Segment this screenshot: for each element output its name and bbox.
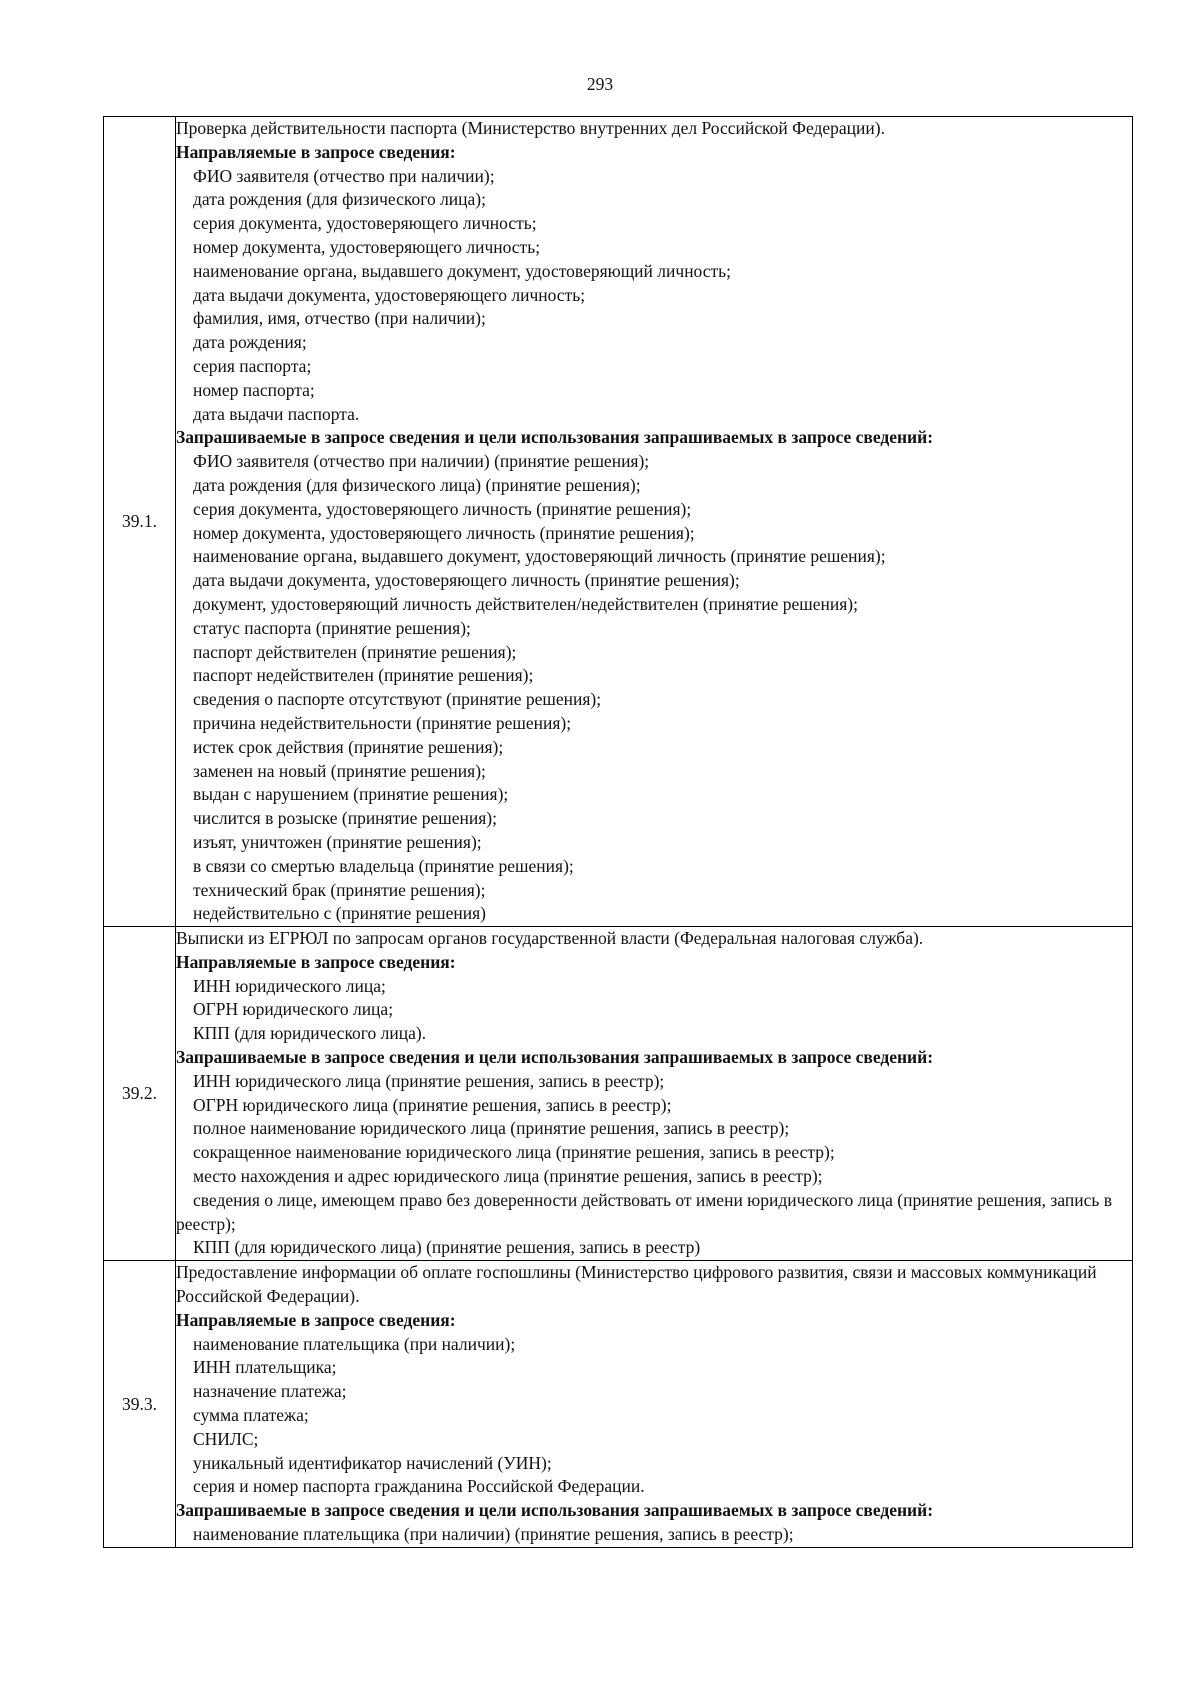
list-item: серия документа, удостоверяющего личность;: [193, 213, 537, 234]
list-item: КПП (для юридического лица).: [193, 1023, 427, 1044]
list-item: серия документа, удостоверяющего личность (принятие решения);: [193, 498, 692, 519]
list-item: дата выдачи паспорта.: [193, 403, 360, 424]
section-heading: Направляемые в запросе сведения:: [176, 951, 456, 972]
list-item: наименование плательщика (при наличии) (принятие решения, запись в реестр);: [193, 1524, 794, 1545]
list-item: ОГРН юридического лица;: [193, 999, 394, 1020]
list-item: ИНН плательщика;: [193, 1357, 337, 1378]
list-item: статус паспорта (принятие решения);: [193, 617, 471, 638]
list-item: ОГРН юридического лица (принятие решения, запись в реестр);: [193, 1094, 672, 1115]
list-item: паспорт действителен (принятие решения);: [193, 641, 517, 662]
list-item: в связи со смертью владельца (принятие решения);: [193, 855, 574, 876]
list-item: СНИЛС;: [193, 1428, 259, 1449]
list-item: выдан с нарушением (принятие решения);: [193, 784, 509, 805]
list-item: номер документа, удостоверяющего личность (принятие решения);: [193, 522, 695, 543]
list-item: дата рождения;: [193, 332, 307, 353]
table-row: [104, 117, 1133, 927]
list-item: сумма платежа;: [193, 1405, 309, 1426]
row-number: 39.2.: [104, 927, 176, 1261]
table-body: [104, 117, 1133, 1548]
services-table: [103, 116, 1133, 1548]
list-item: документ, удостоверяющий личность действителен/недействителен (принятие решения);: [193, 593, 858, 614]
list-item: паспорт недействителен (принятие решения);: [193, 665, 534, 686]
row-content: [176, 1261, 1133, 1548]
section-heading: Запрашиваемые в запросе сведения и цели использования запрашиваемых в запросе сведений:: [176, 1500, 934, 1521]
row-content: [176, 927, 1133, 1261]
list-item: недействительно с (принятие решения): [193, 903, 486, 924]
service-title: Предоставление информации об оплате госпошлины (Министерство цифрового развития, связи и массовых коммуникаций Российской Федерации).: [176, 1262, 1097, 1307]
list-item: дата выдачи документа, удостоверяющего личность;: [193, 284, 586, 305]
list-item: серия и номер паспорта гражданина Российской Федерации.: [193, 1476, 645, 1497]
row-number: 39.1.: [104, 117, 176, 927]
list-item: дата выдачи документа, удостоверяющего личность (принятие решения);: [193, 570, 740, 591]
list-item: номер паспорта;: [193, 379, 315, 400]
list-item: наименование органа, выдавшего документ, удостоверяющий личность;: [193, 260, 731, 281]
list-item: КПП (для юридического лица) (принятие решения, запись в реестр): [193, 1237, 701, 1258]
table-row: [104, 927, 1133, 1261]
list-item: сведения о паспорте отсутствуют (принятие решения);: [193, 689, 602, 710]
list-item: дата рождения (для физического лица) (принятие решения);: [193, 474, 641, 495]
list-item: уникальный идентификатор начислений (УИН);: [193, 1452, 552, 1473]
list-item: ФИО заявителя (отчество при наличии) (принятие решения);: [193, 451, 650, 472]
list-item: наименование органа, выдавшего документ, удостоверяющий личность (принятие решения);: [193, 546, 886, 567]
list-item: сокращенное наименование юридического лица (принятие решения, запись в реестр);: [193, 1142, 835, 1163]
list-item: наименование плательщика (при наличии);: [193, 1333, 516, 1354]
table-row: [104, 1261, 1133, 1548]
list-item: полное наименование юридического лица (принятие решения, запись в реестр);: [193, 1118, 790, 1139]
list-item: номер документа, удостоверяющего личность;: [193, 236, 541, 257]
list-item: технический брак (принятие решения);: [193, 879, 486, 900]
list-item: числится в розыске (принятие решения);: [193, 808, 497, 829]
list-item: причина недействительности (принятие решения);: [193, 712, 572, 733]
service-title: Выписки из ЕГРЮЛ по запросам органов государственной власти (Федеральная налоговая служба).: [176, 928, 924, 949]
list-item: дата рождения (для физического лица);: [193, 189, 486, 210]
list-item: назначение платежа;: [193, 1381, 347, 1402]
section-heading: Запрашиваемые в запросе сведения и цели использования запрашиваемых в запросе сведений:: [176, 1047, 934, 1068]
list-item: серия паспорта;: [193, 355, 312, 376]
list-item: истек срок действия (принятие решения);: [193, 736, 504, 757]
row-content: [176, 117, 1133, 927]
section-heading: Направляемые в запросе сведения:: [176, 1309, 456, 1330]
list-item: фамилия, имя, отчество (при наличии);: [193, 308, 486, 329]
list-item: ФИО заявителя (отчество при наличии);: [193, 165, 495, 186]
service-title: Проверка действительности паспорта (Министерство внутренних дел Российской Федерации).: [176, 118, 885, 138]
list-item: ИНН юридического лица;: [193, 975, 386, 996]
list-item: место нахождения и адрес юридического лица (принятие решения, запись в реестр);: [193, 1166, 823, 1187]
section-heading: Запрашиваемые в запросе сведения и цели использования запрашиваемых в запросе сведений:: [176, 427, 934, 448]
section-heading: Направляемые в запросе сведения:: [176, 141, 456, 162]
list-item: заменен на новый (принятие решения);: [193, 760, 486, 781]
page-number: 293: [586, 74, 614, 94]
list-item: сведения о лице, имеющем право без доверенности действовать от имени юридического лица (принятие решения, запись в реестр);: [176, 1189, 1112, 1234]
row-number: 39.3.: [104, 1261, 176, 1548]
list-item: изъят, уничтожен (принятие решения);: [193, 831, 482, 852]
list-item: ИНН юридического лица (принятие решения, запись в реестр);: [193, 1070, 665, 1091]
